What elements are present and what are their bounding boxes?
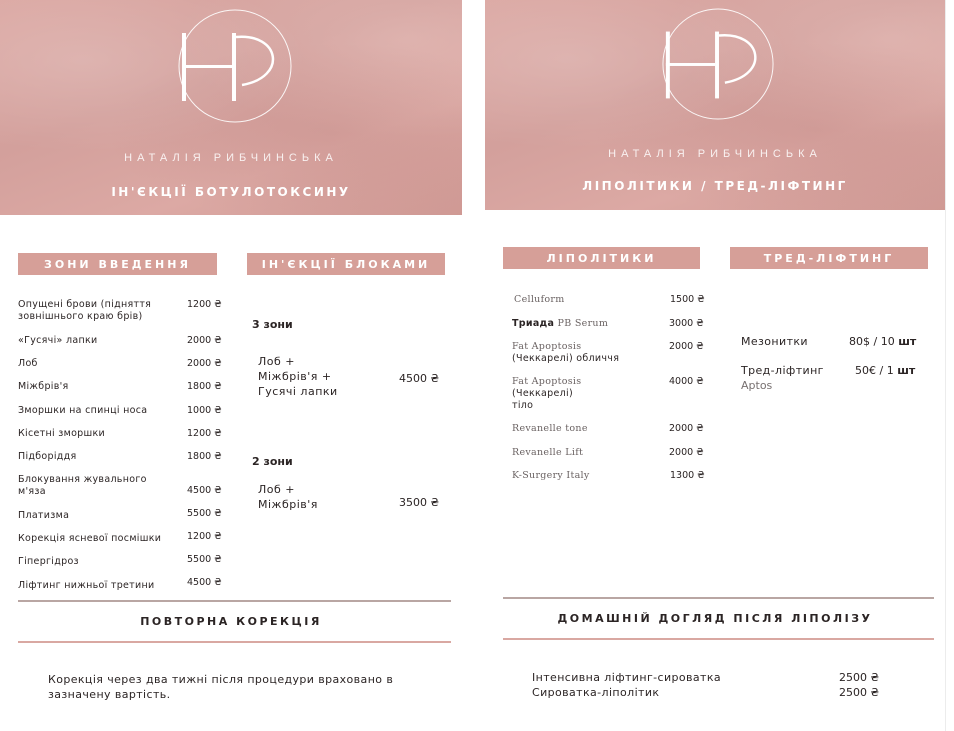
page-title: ІН'ЄКЦІЇ БОТУЛОТОКСИНУ — [111, 185, 351, 199]
zone-price: 1200 ₴ — [187, 531, 222, 542]
page-header — [0, 0, 462, 215]
blocks-heading: ІН'ЄКЦІЇ БЛОКАМИ — [247, 253, 445, 275]
divider — [503, 597, 934, 599]
zone-name: Міжбрів'я — [18, 381, 69, 392]
brand-name: НАТАЛІЯ РИБЧИНСЬКА — [608, 148, 822, 160]
lipolytics-heading: ЛІПОЛІТИКИ — [503, 247, 700, 269]
zone-name: Блокування жувального м'яза — [18, 474, 147, 497]
block-zones: Лоб + Міжбрів'я — [258, 483, 318, 511]
homecare-heading: ДОМАШНІЙ ДОГЛЯД ПІСЛЯ ЛІПОЛІЗУ — [557, 612, 873, 625]
zone-price: 2000 ₴ — [187, 358, 222, 369]
block-title: 2 зони — [252, 455, 293, 468]
lipolytic-name: Триада PB Serum — [512, 318, 609, 329]
zone-price: 5500 ₴ — [187, 508, 222, 519]
price-page-lipolytics — [485, 0, 945, 731]
block-title: 3 зони — [252, 318, 293, 331]
lipolytic-price: 2000 ₴ — [669, 447, 704, 458]
zone-price: 1200 ₴ — [187, 428, 222, 439]
zone-name: Зморшки на спинці носа — [18, 405, 148, 416]
lipolytic-name: K-Surgery Italy — [512, 470, 590, 481]
zone-price: 1200 ₴ — [187, 299, 222, 310]
zone-price: 4500 ₴ — [187, 577, 222, 588]
zone-price: 2000 ₴ — [187, 335, 222, 346]
lipolytic-name: Celluform — [514, 294, 565, 305]
lipolytic-name: Revanelle tone — [512, 423, 588, 434]
lipolytic-price: 1500 ₴ — [670, 294, 705, 305]
zone-name: Лоб — [18, 358, 38, 369]
block-zones: Лоб + Міжбрів'я + Гусячі лапки — [258, 355, 338, 398]
homecare-price: 2500 ₴ — [839, 671, 880, 684]
thread-lifting-heading: ТРЕД-ЛІФТИНГ — [730, 247, 928, 269]
zone-name: Платизма — [18, 510, 70, 521]
zone-name: Корекція ясневої посмішки — [18, 533, 162, 544]
zone-name: Ліфтинг нижньої третини — [18, 580, 155, 591]
thread-name: Мезонитки — [741, 335, 808, 348]
lipolytic-name: Fat Apoptosis (Чеккарелі) обличчя — [512, 341, 620, 364]
zone-price: 1800 ₴ — [187, 451, 222, 462]
lipolytic-name: Fat Apoptosis (Чеккарелі) тіло — [512, 376, 582, 411]
thread-price: 80$ / 10 шт — [849, 335, 917, 348]
zone-name: Гіпергідроз — [18, 556, 79, 567]
brand-monogram-logo — [660, 6, 776, 122]
zone-name: Опущені брови (підняття зовнішнього краю брів) — [18, 299, 152, 322]
zone-name: «Гусячі» лапки — [18, 335, 98, 346]
page-header — [485, 0, 945, 210]
lipolytic-price: 2000 ₴ — [669, 341, 704, 352]
zone-price: 5500 ₴ — [187, 554, 222, 565]
page-title: ЛІПОЛІТИКИ / ТРЕД-ЛІФТИНГ — [582, 179, 848, 193]
zone-name: Підборіддя — [18, 451, 77, 462]
block-price: 4500 ₴ — [399, 372, 440, 385]
correction-heading: ПОВТОРНА КОРЕКЦІЯ — [140, 615, 322, 628]
price-page-botox — [0, 0, 462, 731]
lipolytic-price: 3000 ₴ — [669, 318, 704, 329]
thread-brand: Aptos — [741, 379, 773, 392]
zone-price: 1000 ₴ — [187, 405, 222, 416]
zones-heading: ЗОНИ ВВЕДЕННЯ — [18, 253, 217, 275]
thread-price: 50€ / 1 шт — [855, 364, 916, 377]
brand-monogram-logo — [176, 7, 294, 125]
correction-text: Корекція через два тижні після процедури враховано в зазначену вартість. — [48, 673, 394, 701]
thread-name: Тред-ліфтинг — [741, 364, 824, 377]
lipolytic-price: 1300 ₴ — [670, 470, 705, 481]
lipolytic-price: 2000 ₴ — [669, 423, 704, 434]
homecare-name: Інтенсивна ліфтинг-сироватка — [532, 671, 722, 684]
block-price: 3500 ₴ — [399, 496, 440, 509]
divider — [503, 638, 934, 640]
brand-name: НАТАЛІЯ РИБЧИНСЬКА — [124, 152, 338, 164]
zone-price: 1800 ₴ — [187, 381, 222, 392]
lipolytic-price: 4000 ₴ — [669, 376, 704, 387]
homecare-price: 2500 ₴ — [839, 686, 880, 699]
divider — [18, 641, 451, 643]
homecare-name: Сироватка-ліполітик — [532, 686, 660, 699]
lipolytic-name: Revanelle Lift — [512, 447, 584, 458]
divider — [18, 600, 451, 602]
zone-price: 4500 ₴ — [187, 485, 222, 496]
zone-name: Кісетні зморшки — [18, 428, 106, 439]
